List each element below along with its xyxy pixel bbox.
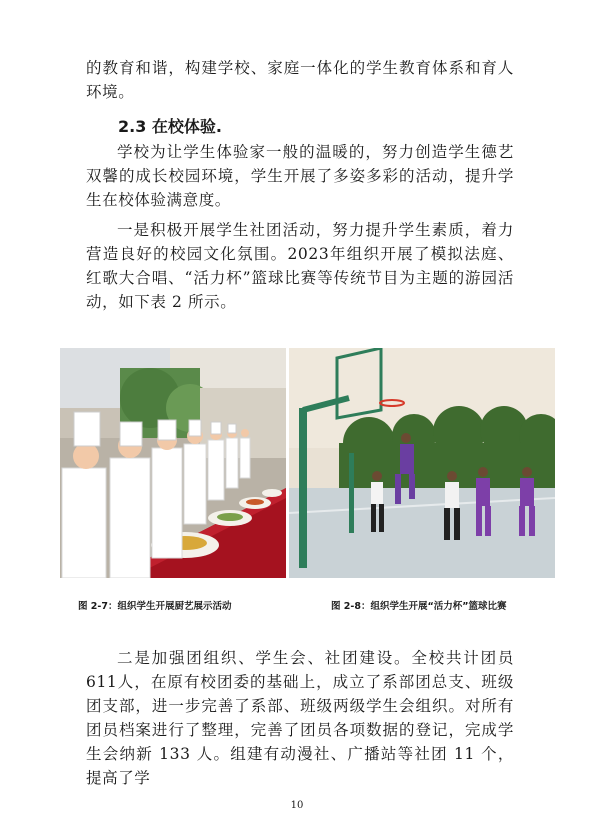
section-heading: 2.3 在校体验. xyxy=(118,117,222,136)
cooking-photo xyxy=(60,348,286,578)
paragraph-organization: 二是加强团组织、学生会、社团建设。全校共计团员 611人，在原有校团委的基础上，成立了系部团总支、班级团支部，进一步完善了系部、班级两级学生会组织。对所有团员档案进行了整理，完善了团员各项数据的登记，完成学生会纳新 133 人。组建有动漫社、广播站等社团 11 个，提高了学 xyxy=(86,649,514,787)
paragraph-intro: 学校为让学生体验家一般的温暖的，努力创造学生德艺双馨的成长校园环境，学生开展了多姿多彩的活动，提升学生在校体验满意度。 xyxy=(86,143,514,209)
basketball-photo xyxy=(289,348,555,578)
figure-caption-basketball: 图 2-8：组织学生开展“活力杯”篮球比赛 xyxy=(331,601,507,612)
paragraph-continuation: 的教育和谐，构建学校、家庭一体化的学生教育体系和育人环境。 xyxy=(86,59,514,101)
figure-caption-cooking: 图 2-7：组织学生开展厨艺展示活动 xyxy=(78,601,232,612)
paragraph-activities: 一是积极开展学生社团活动，努力提升学生素质，着力营造良好的校园文化氛围。2023年组织开展了模拟法庭、红歌大合唱、“活力杯”篮球比赛等传统节目为主题的游园活动，如下表 2 所示。 xyxy=(86,221,514,311)
page-number: 10 xyxy=(290,800,304,811)
